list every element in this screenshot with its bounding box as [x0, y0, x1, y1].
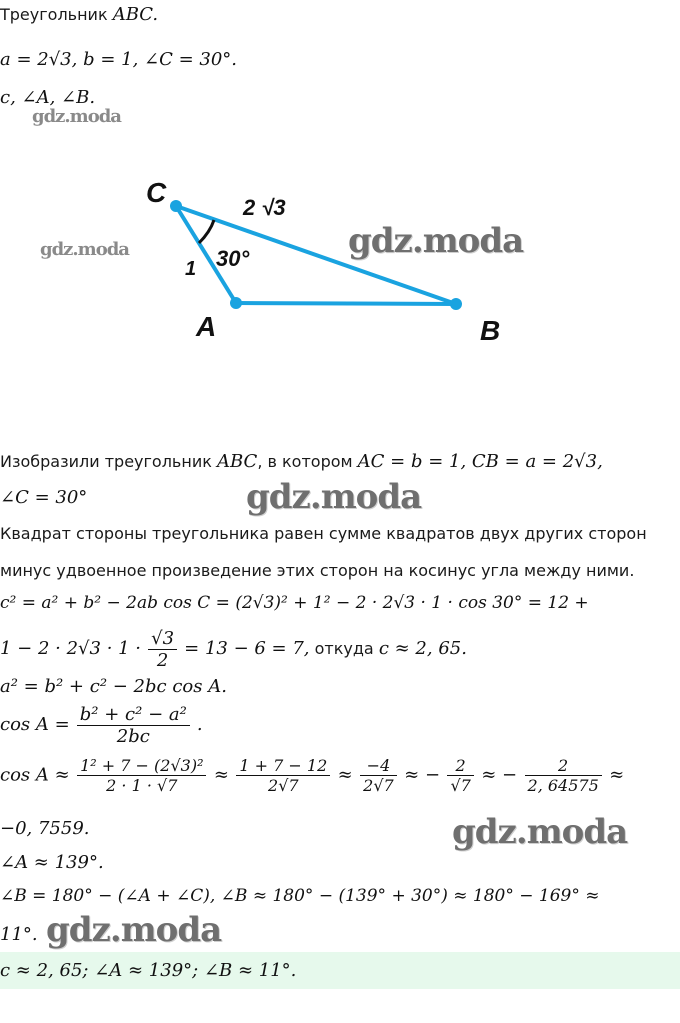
eq5-fraction-3 [360, 756, 397, 795]
watermark: gdz.moda [46, 910, 222, 950]
eq2-frac-den: 2 [156, 650, 169, 668]
equation-angle-b-value: 11°. [0, 924, 38, 945]
equation-c-result [0, 628, 467, 668]
problem-title [0, 4, 158, 25]
eq4-end: . [196, 714, 203, 735]
watermark: gdz.moda [32, 106, 121, 127]
label-c: C [146, 177, 167, 208]
side-ca-label: 1 [185, 258, 197, 280]
answer-box [0, 952, 680, 989]
eq5-fraction-1 [77, 756, 206, 795]
equation-cos-a-approx [0, 756, 624, 795]
side-ab [236, 303, 456, 304]
equation-cos-theorem: a² = b² + c² − 2bc cos A. [0, 676, 227, 697]
eq5-f3-den: 2√7 [363, 776, 394, 795]
eq5-f1-num: 1² + 7 − (2√3)² [77, 756, 206, 776]
intro-text-2: , в котором [257, 452, 353, 471]
eq5-f4-den: √7 [450, 776, 471, 795]
label-b: B [480, 315, 501, 346]
triangle-figure [0, 160, 680, 360]
eq4-num: b² + c² − a² [77, 704, 190, 726]
intro-text-1: Изобразили треугольник [0, 452, 212, 471]
watermark: gdz.moda [452, 812, 628, 852]
intro-math-2: AC = b = 1, CB = a = 2√3, [357, 451, 603, 472]
equation-angle-a: ∠A ≈ 139°. [0, 852, 104, 873]
eq2-part-c: c ≈ 2, 65. [378, 638, 467, 659]
eq5-f2-num: 1 + 7 − 12 [236, 756, 330, 776]
watermark: gdz.moda [348, 221, 524, 261]
eq5-fraction-2 [236, 756, 330, 795]
approx-sign: ≈ [337, 764, 353, 786]
answer-text: c ≈ 2, 65; ∠A ≈ 139°; ∠B ≈ 11°. [0, 960, 297, 981]
approx-sign: ≈ [213, 764, 229, 786]
intro-math-3: ∠C = 30° [0, 487, 88, 508]
eq5-f5-num: 2 [525, 756, 602, 776]
equation-cos-a [0, 704, 203, 746]
eq2-frac-num: √3 [148, 628, 177, 650]
point-a [230, 297, 242, 309]
approx-neg-sign: ≈ − [481, 764, 518, 786]
eq4-den: 2bc [116, 726, 150, 746]
eq2-fraction [148, 628, 177, 668]
eq5-f5-den: 2, 64575 [527, 776, 599, 795]
eq5-fraction-4 [447, 756, 473, 795]
equation-angle-b: ∠B = 180° − (∠A + ∠C), ∠B ≈ 180° − (139° + 30°) ≈ 180° − 169° ≈ [0, 886, 600, 906]
eq5-lhs: cos A ≈ [0, 764, 70, 786]
point-c [170, 200, 182, 212]
equation-cos-a-value: −0, 7559. [0, 818, 90, 839]
equation-c-squared: c² = a² + b² − 2ab cos C = (2√3)² + 1² − 2 · 2√3 · 1 · cos 30° = 12 + [0, 593, 589, 613]
rule-line-2: минус удвоенное произведение этих сторон на косинус угла между ними. [0, 561, 635, 580]
intro-math-1: ABC [216, 451, 258, 472]
eq2-part-b: = 13 − 6 = 7, [184, 638, 310, 659]
eq5-fraction-5 [525, 756, 602, 795]
label-a: A [196, 311, 217, 342]
watermark: gdz.moda [246, 477, 422, 517]
eq5-f1-den: 2 · 1 · √7 [106, 776, 178, 795]
problem-given: a = 2√3, b = 1, ∠C = 30°. [0, 49, 238, 70]
eq4-fraction [77, 704, 190, 746]
approx-sign: ≈ [609, 764, 625, 786]
side-cb-label: 2 √3 [243, 195, 286, 220]
eq5-f3-num: −4 [360, 756, 397, 776]
problem-title-math: ABC. [112, 4, 159, 25]
angle-c-arc [199, 220, 214, 243]
eq2-part-a: 1 − 2 · 2√3 · 1 · [0, 638, 142, 659]
rule-line-1: Квадрат стороны треугольника равен сумме квадратов двух других сторон [0, 524, 647, 543]
approx-neg-sign: ≈ − [404, 764, 441, 786]
watermark: gdz.moda [40, 239, 129, 260]
eq2-text: откуда [314, 639, 374, 658]
solution-intro [0, 451, 603, 472]
eq4-lhs: cos A = [0, 714, 70, 735]
problem-title-text: Треугольник [0, 5, 108, 24]
angle-c-label: 30° [216, 246, 250, 271]
eq5-f4-num: 2 [447, 756, 473, 776]
problem-find: c, ∠A, ∠B. [0, 87, 96, 108]
eq5-f2-den: 2√7 [268, 776, 299, 795]
point-b [450, 298, 462, 310]
